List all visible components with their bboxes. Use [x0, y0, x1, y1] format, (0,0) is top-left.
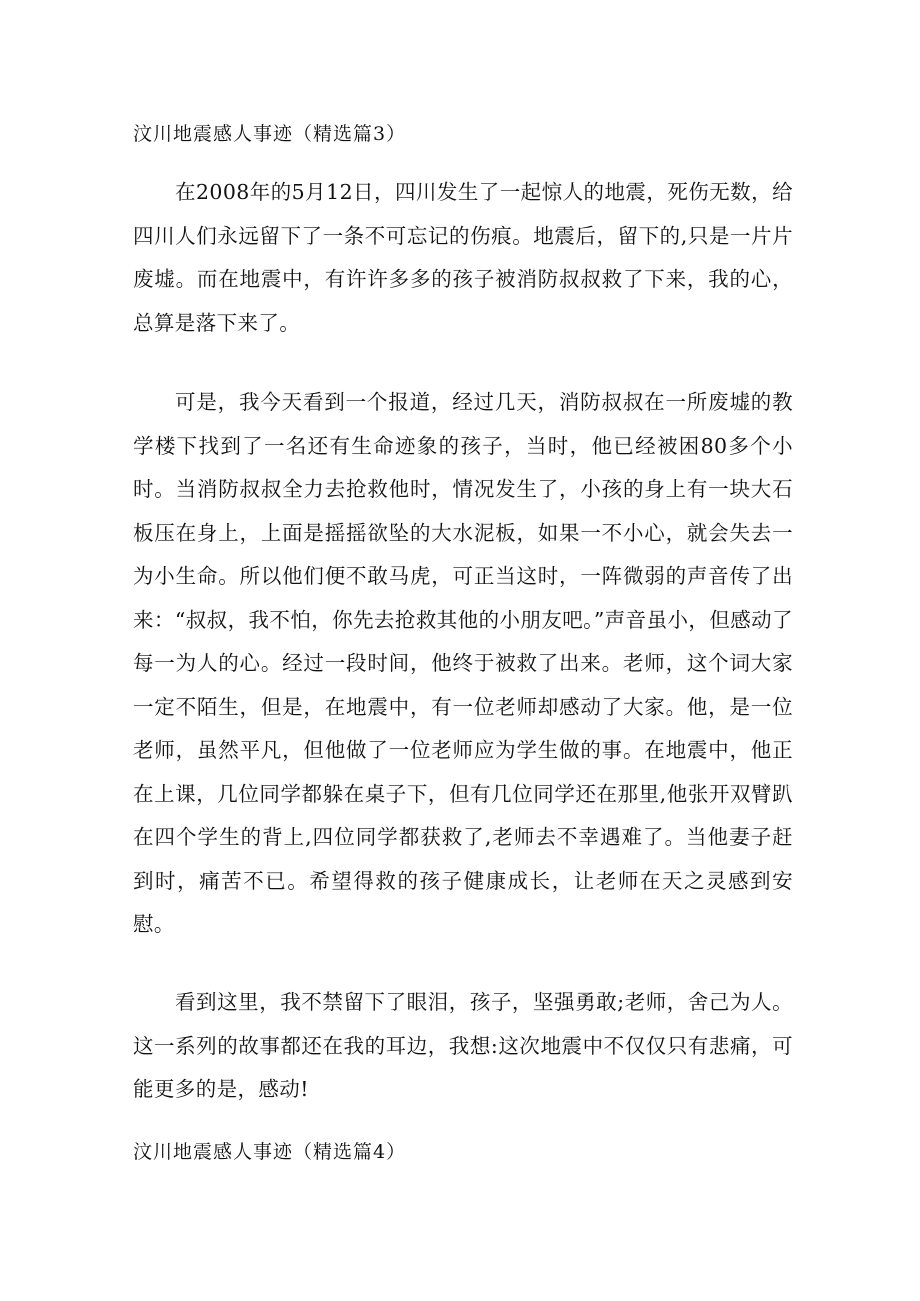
section-heading-3: 汶川地震感人事迹（精选篇3） — [133, 123, 407, 145]
paragraph-3: 看到这里，我不禁留下了眼泪，孩子，坚强勇敢;老师，舍己为人。这一系列的故事都还在我的耳边，我想:这次地震中不仅仅只有悲痛，可能更多的是，感动! — [133, 990, 793, 1101]
paragraph-1: 在2008年的5月12日，四川发生了一起惊人的地震，死伤无数，给四川人们永远留下了一条不可忘记的伤痕。地震后，留下的,只是一片片废墟。而在地震中，有许许多多的孩子被消防叔叔救了下来，我的心，总算是落下来了。 — [133, 180, 793, 335]
section-heading-4: 汶川地震感人事迹（精选篇4） — [133, 1141, 407, 1163]
paragraph-2: 可是，我今天看到一个报道，经过几天，消防叔叔在一所废墟的教学楼下找到了一名还有生命迹象的孩子，当时，他已经被困80多个小时。当消防叔叔全力去抢救他时，情况发生了，小孩的身上有一块大石板压在身上，上面是摇摇欲坠的大水泥板，如果一不小心，就会失去一为小生命。所以他们便不敢马虎，可正当这时，一阵微弱的声音传了出来：“叔叔，我不怕，你先去抢救其他的小朋友吧。”声音虽小，但感动了每一为人的心。经过一段时间，他终于被救了出来。老师，这个词大家一定不陌生，但是，在地震中，有一位老师却感动了大家。他，是一位老师，虽然平凡，但他做了一位老师应为学生做的事。在地震中，他正在上课，几位同学都躲在桌子下，但有几位同学还在那里,他张开双臂趴在四个学生的背上,四位同学都获救了,老师去不幸遇难了。当他妻子赶到时，痛苦不已。希望得救的孩子健康成长，让老师在天之灵感到安慰。 — [133, 390, 793, 936]
